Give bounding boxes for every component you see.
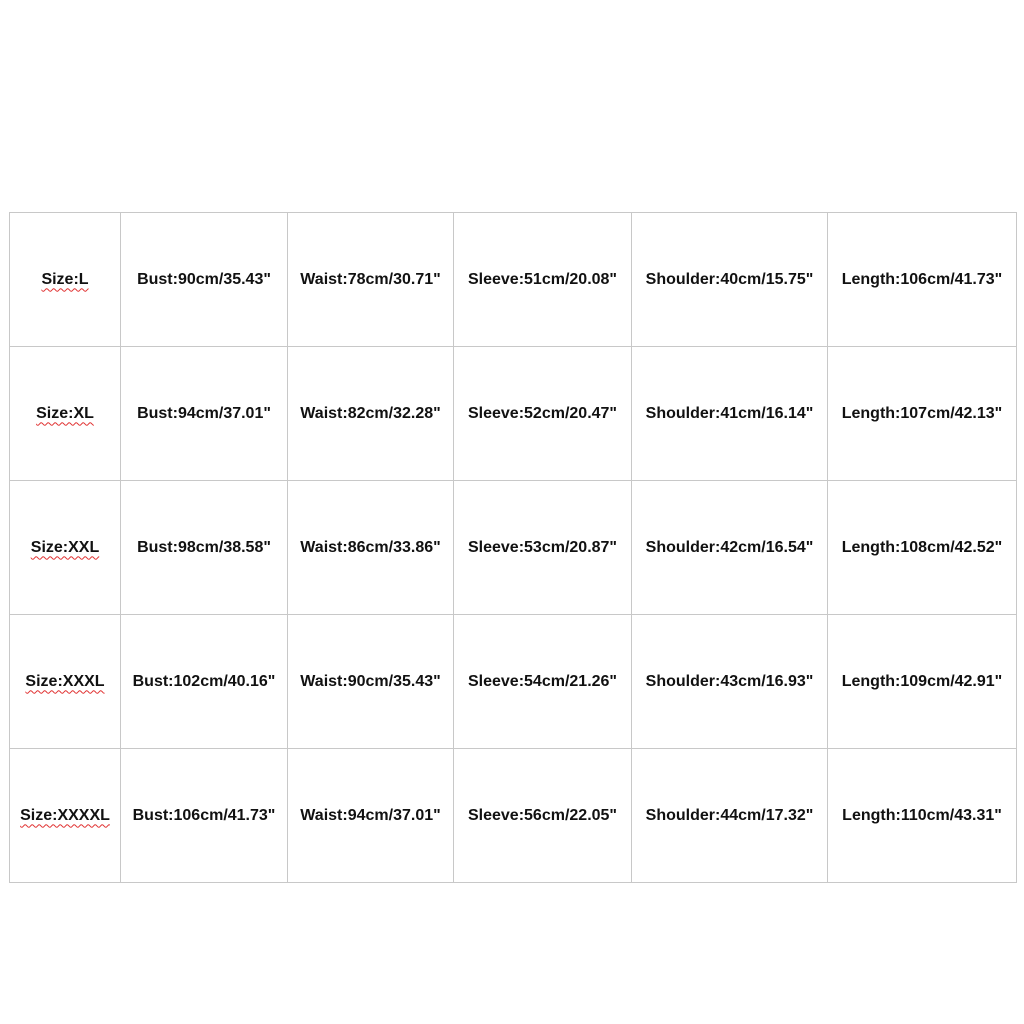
size-label: Size:XXXL — [25, 672, 105, 690]
waist-cell: Waist:90cm/35.43" — [288, 615, 454, 749]
length-cell: Length:109cm/42.91" — [828, 615, 1017, 749]
table-row — [10, 213, 1017, 347]
size-chart-table — [9, 212, 1017, 883]
size-label: Size:XXXXL — [20, 806, 110, 824]
table-row — [10, 615, 1017, 749]
shoulder-cell: Shoulder:40cm/15.75" — [632, 213, 828, 347]
length-cell: Length:108cm/42.52" — [828, 481, 1017, 615]
size-cell — [10, 347, 121, 481]
waist-cell: Waist:86cm/33.86" — [288, 481, 454, 615]
shoulder-cell: Shoulder:44cm/17.32" — [632, 749, 828, 883]
table-row — [10, 481, 1017, 615]
shoulder-cell: Shoulder:42cm/16.54" — [632, 481, 828, 615]
waist-cell: Waist:82cm/32.28" — [288, 347, 454, 481]
table-row — [10, 749, 1017, 883]
sleeve-cell: Sleeve:52cm/20.47" — [454, 347, 632, 481]
length-cell: Length:106cm/41.73" — [828, 213, 1017, 347]
bust-cell: Bust:98cm/38.58" — [121, 481, 288, 615]
length-cell: Length:107cm/42.13" — [828, 347, 1017, 481]
size-cell — [10, 213, 121, 347]
sleeve-cell: Sleeve:53cm/20.87" — [454, 481, 632, 615]
bust-cell: Bust:94cm/37.01" — [121, 347, 288, 481]
size-cell — [10, 615, 121, 749]
shoulder-cell: Shoulder:43cm/16.93" — [632, 615, 828, 749]
size-label: Size:XL — [36, 404, 94, 422]
table-row — [10, 347, 1017, 481]
length-cell: Length:110cm/43.31" — [828, 749, 1017, 883]
bust-cell: Bust:90cm/35.43" — [121, 213, 288, 347]
size-cell — [10, 749, 121, 883]
size-label: Size:XXL — [30, 538, 100, 556]
size-cell — [10, 481, 121, 615]
shoulder-cell: Shoulder:41cm/16.14" — [632, 347, 828, 481]
bust-cell: Bust:102cm/40.16" — [121, 615, 288, 749]
waist-cell: Waist:94cm/37.01" — [288, 749, 454, 883]
waist-cell: Waist:78cm/30.71" — [288, 213, 454, 347]
sleeve-cell: Sleeve:54cm/21.26" — [454, 615, 632, 749]
sleeve-cell: Sleeve:56cm/22.05" — [454, 749, 632, 883]
sleeve-cell: Sleeve:51cm/20.08" — [454, 213, 632, 347]
bust-cell: Bust:106cm/41.73" — [121, 749, 288, 883]
size-label: Size:L — [41, 270, 89, 288]
